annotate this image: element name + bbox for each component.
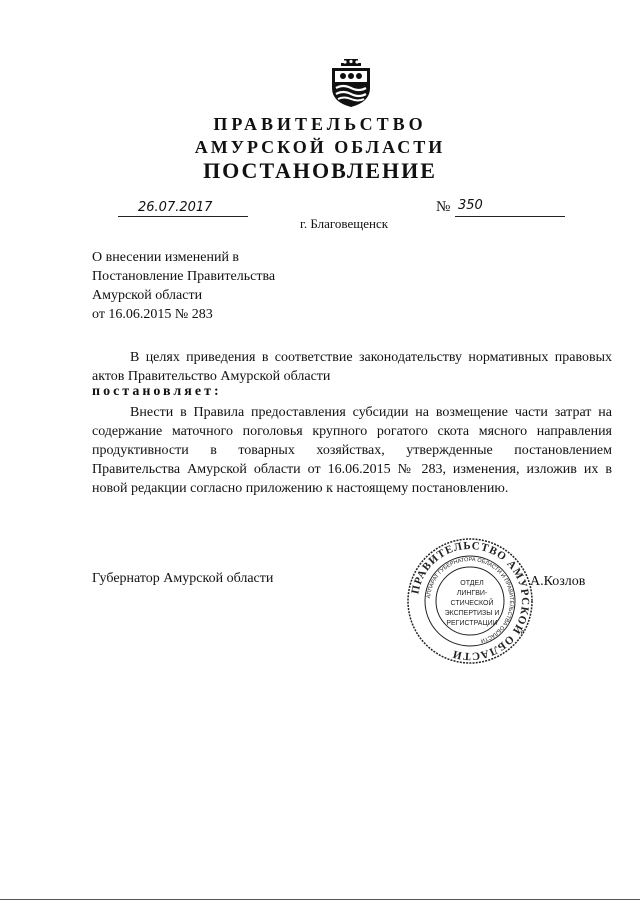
signatory-title: Губернатор Амурской области xyxy=(92,571,274,586)
page-bottom-edge xyxy=(0,899,640,900)
resolution-verb: постановляет: xyxy=(92,384,222,399)
official-seal-stamp xyxy=(406,537,534,665)
seal-center-line: ЭКСПЕРТИЗЫ И xyxy=(444,610,500,617)
subject-line: Амурской области xyxy=(92,288,203,303)
document-subject xyxy=(92,248,275,324)
seal-center-line: СТИЧЕСКОЙ xyxy=(450,600,494,607)
signatory-name: А.Козлов xyxy=(530,574,586,589)
document-number: 350 xyxy=(458,198,483,213)
seal-ring-text: АППАРАТ ГУБЕРНАТОРА ОБЛАСТИ И ПРАВИТЕЛЬСТВА ОБЛАСТИ xyxy=(426,556,515,644)
subject-line: Постановление Правительства xyxy=(92,269,276,284)
document-date: 26.07.2017 xyxy=(138,200,213,215)
subject-line: от 16.06.2015 № 283 xyxy=(92,307,213,322)
number-sign: № xyxy=(436,199,451,215)
seal-outer-text: ПРАВИТЕЛЬСТВО АМУРСКОЙ ОБЛАСТИ xyxy=(409,539,532,663)
org-name-line2: АМУРСКОЙ ОБЛАСТИ xyxy=(194,137,446,157)
seal-center-line: ОТДЕЛ xyxy=(460,580,484,587)
decision-paragraph: Внести в Правила предоставления субсидии на возмещение части затрат на содержание маточного поголовья крупного рогатого скота мясного направления продуктивности в товарных хозяйствах, утвержденные постановлением Правительства Амурской области от 16.06.2015 № 283, изменения, изложив их в новой редакции согласно приложению к настоящему постановлению. xyxy=(92,405,612,496)
coat-of-arms-icon xyxy=(329,58,373,108)
seal-center-line: ЛИНГВИ- xyxy=(456,590,488,597)
subject-line: О внесении изменений в xyxy=(92,250,240,265)
issue-city: г. Благовещенск xyxy=(299,216,389,231)
seal-center-line: РЕГИСТРАЦИИ xyxy=(446,620,498,627)
document-type-title: ПОСТАНОВЛЕНИЕ xyxy=(203,158,437,183)
org-name-line1: ПРАВИТЕЛЬСТВО xyxy=(213,114,427,134)
preamble-paragraph: В целях приведения в соответствие законодательству нормативных правовых актов Правительство Амурской области xyxy=(92,350,612,384)
